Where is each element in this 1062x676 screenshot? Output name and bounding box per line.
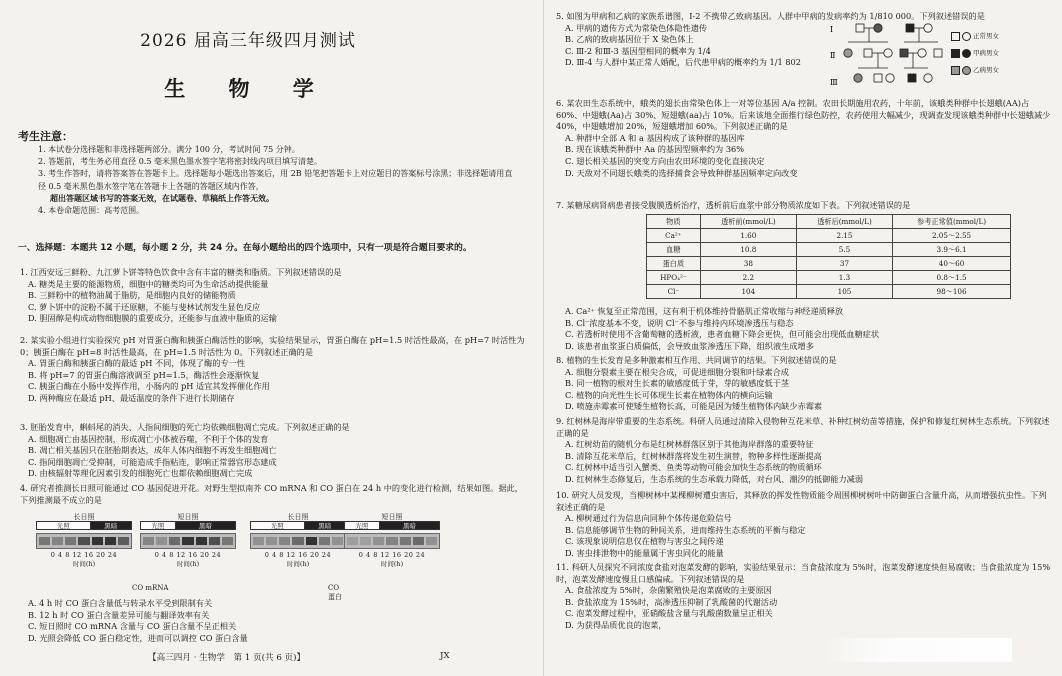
band [292,537,303,545]
band [78,537,89,545]
generation-label: Ⅲ [830,78,838,87]
dialysis-table [646,214,1011,299]
band [306,537,317,545]
question-10 [556,490,1052,560]
band [196,537,207,545]
option-b: B. 食盐浓度为 15%时，高渗透压抑制了乳酸菌的代谢活动 [565,596,778,607]
option-a: A. 种群中全部 A 和 a 基因构成了该种群的基因库 [565,132,745,143]
band [92,537,103,545]
light-label: 光照 [141,522,176,529]
band [266,537,277,545]
pedigree-female-affected [854,74,862,82]
option-b: B. 同一植物的根对生长素的敏感度低于芽，芽的敏感度低于茎 [565,378,790,389]
legend-label: 乙病男女 [973,66,999,74]
square-filled-icon [951,49,960,58]
left-column [8,0,533,676]
table-cell: HPO₄²⁻ [647,271,701,285]
table-cell: 105 [796,285,892,299]
table-row [647,285,1011,299]
time-ticks: 0 4 8 12 16 20 24 [50,551,118,559]
circle-shaded-icon [962,66,971,75]
question-stem: 10. 研究人员发现，当柳树林中某棵柳树遭虫害后，其释放的挥发性物质能令周围柳树树叶中防御蛋白含量升高，从而增强抗虫性。下列叙述正确的是 [556,490,1047,512]
question-3 [20,422,530,480]
table-row [647,271,1011,285]
legend-normal [951,28,999,45]
band [209,537,220,545]
question-11 [556,562,1052,632]
option-c: C. 泡菜发酵过程中，亚硝酸盐含量与乳酸菌数量呈正相关 [565,608,773,619]
gel-group-protein-short [344,512,440,568]
pedigree-male [856,24,864,32]
option-c: C. 胰蛋白酶在小肠中发挥作用，小肠内的 pH 适宜其发挥催化作用 [28,381,270,392]
light-label: 光照 [37,522,91,529]
option-a: A. 柳树通过行为信息向同种个体传递危险信号 [565,513,732,524]
table-cell: 98～106 [893,285,1011,299]
circle-icon [962,32,971,41]
band [279,537,290,545]
option-c: C. Ⅲ-2 和Ⅲ-3 基因型相同的概率为 1/4 [565,45,711,56]
question-7-options [556,306,1052,352]
question-stem: 6. 某农田生态系统中，蛾类的翅长由常染色体上一对等位基因 A/a 控制。农田长期施用农药，十年前，该蛾类种群中长翅蛾(AA)占 60%、中翅蛾(Aa)占 30%、短翅蛾(aa)占 10%。后来该地全面推行绿色防控，农药使用大幅减少，现调查发现该蛾类种群中长翅蛾减少 40%，中翅蛾增加 20%，短翅蛾增加 60%。下列叙述正确的是 [556,98,1051,132]
photoperiod-label: 长日照 [73,513,95,521]
pedigree-male [874,74,882,82]
band [347,537,358,545]
gel-strip [140,533,236,549]
question-4-options [20,598,530,644]
option-d: D. 天敌对不同翅长蛾类的选择捕食会导致种群基因频率定向改变 [565,167,798,178]
option-d: D. 该患者血浆蛋白质偏低，会导致血浆渗透压下降，组织液生成增多 [565,340,814,351]
footer-code: JX [440,651,450,661]
option-a: A. 胃蛋白酶和胰蛋白酶的最适 pH 不同，体现了酶的专一性 [28,358,246,369]
question-stem: 5. 如图为甲病和乙病的家族系谱图，Ⅰ-2 不携带乙致病基因。人群中甲病的发病率约为 1/810 000。下列叙述错误的是 [556,11,985,21]
pedigree-male [934,49,942,57]
option-d: D. 红树林生态修复后，生态系统的生态承载力降低，对台风、潮汐的抵御能力减弱 [565,473,864,484]
pedigree-female-affected [874,24,882,32]
option-c: C. 若透析时使用不含葡萄糖的透析液，患者血糖下降会更快，但可能会出现低血糖症状 [565,329,880,340]
option-b: B. 乙病的致病基因位于 X 染色体上 [565,34,694,45]
table-cell: 2.05～2.55 [893,229,1011,243]
gel-strip [344,533,440,549]
photoperiod-label: 短日照 [177,513,199,521]
time-axis-label: 时间(h) [380,560,404,568]
band [253,537,264,545]
option-b: B. 三鲜粉中的植物油属于脂肪，是细胞内良好的储能物质 [28,290,236,301]
pedigree-female [886,74,894,82]
band [332,537,343,545]
column-divider [543,0,544,676]
option-d: D. 光照会降低 CO 蛋白稳定性，进而可以调控 CO 蛋白含量 [28,632,248,643]
table-header: 参考正常值(mmol/L) [893,215,1011,229]
light-label: 光照 [345,522,380,529]
gel-group-mrna-long [36,512,132,568]
notice-heading: 考生注意： [18,130,73,143]
gel-strip [250,533,346,549]
photoperiod-label: 短日照 [381,513,403,521]
time-ticks: 0 4 8 12 16 20 24 [264,551,332,559]
table-cell: 5.5 [796,243,892,257]
question-stem: 11. 科研人员探究不同浓度食盐对泡菜发酵的影响，实验结果显示：当食盐浓度为 5%时，泡菜发酵速度快但易腐败；当食盐浓度为 15%时，泡菜发酵速度慢且口感偏咸。下列叙述错误的是 [556,562,1051,584]
table-header-row [647,215,1011,229]
band [222,537,233,545]
option-a: A. 甲病的遗传方式为常染色体隐性遗传 [565,22,708,33]
pedigree-chart [828,12,1048,98]
table-header: 透析后(mmol/L) [796,215,892,229]
gel-group-mrna-short [140,512,236,568]
pedigree-male-affected [908,74,916,82]
time-ticks: 0 4 8 12 16 20 24 [154,551,222,559]
band [182,537,193,545]
square-icon [951,32,960,41]
option-a: A. 糖类是主要的能源物质，细胞中的糖类均可为生命活动提供能量 [28,278,269,289]
option-c: C. 红树林中适当引入蟹类、鱼类等动物可能会加快生态系统的物质循环 [565,462,822,473]
exam-title: 2026 届高三年级四月测试 [140,31,356,51]
notice-item-bold: 超出答题区域书写的答案无效，在试题卷、草稿纸上作答无效。 [50,193,274,203]
pedigree-female [924,74,932,82]
band [65,537,76,545]
light-dark-bar [250,521,346,530]
option-a: A. 细胞分裂素主要在根尖合成，可促进细胞分裂和叶绿素合成 [565,366,789,377]
pedigree-male [864,49,872,57]
table-cell: 0.8～1.5 [893,271,1011,285]
pedigree-female [844,49,852,57]
right-column [556,0,1056,676]
question-stem: 9. 红树林是海岸带重要的生态系统。科研人员通过清除入侵物种互花米草、补种红树幼苗等措施，保护和修复红树林生态系统。下列叙述正确的是 [556,416,1050,438]
option-c: C. 指间细胞凋亡受抑制，可能造成手指粘连，影响正常器官形态建成 [28,456,277,467]
band [413,537,424,545]
watermark-overlay [822,638,1012,662]
option-d: D. 由核辐射等理化因素引发的细胞死亡也都依赖细胞凋亡完成 [28,468,253,479]
table-cell: 1.60 [700,229,796,243]
band [52,537,63,545]
option-b: B. 将 pH=7 的胃蛋白酶溶液调至 pH=1.5，酶活性会逐渐恢复 [28,369,260,380]
question-stem: 8. 植物的生长发育是多种激素相互作用、共同调节的结果。下列叙述错误的是 [556,355,837,365]
band [400,537,411,545]
table-cell: 蛋白质 [647,257,701,271]
band [373,537,384,545]
dark-label: 黑暗 [176,522,235,529]
table-cell: 10.8 [700,243,796,257]
gel-strip [36,533,132,549]
option-a: A. Ca²⁺ 恢复至正常范围，这有利于机体维持骨骼肌正常收缩与神经递质释放 [565,306,844,316]
option-c: C. 翅长相关基因的突变方向由农田环境的变化直接决定 [565,155,765,166]
pedigree-male-affected [906,24,914,32]
option-a: A. 红树幼苗的随机分布是红树林群落区别于其他海岸群落的重要特征 [565,439,814,450]
table-header: 物质 [647,215,701,229]
notice-list [38,144,513,217]
table-header: 透析前(mmol/L) [700,215,796,229]
table-cell: 104 [700,285,796,299]
question-6 [556,98,1052,179]
generation-label: Ⅰ [830,25,834,34]
option-b: B. 12 h 时 CO 蛋白含量差异可能与翻译效率有关 [28,609,210,620]
table-cell: 1.3 [796,271,892,285]
table-cell: 40～60 [893,257,1011,271]
option-a: A. 4 h 时 CO 蛋白含量低与转录水平受到限制有关 [28,598,213,608]
option-b: B. 清除互花米草后，红树林群落将发生初生演替，物种多样性逐渐提高 [565,450,822,461]
table-cell: Ca²⁺ [647,229,701,243]
option-b: B. Cl⁻浓度基本不变，说明 Cl⁻不参与维持内环境渗透压与稳态 [565,317,794,328]
pedigree-female [924,24,932,32]
option-c: C. 该现象说明信息仅在植物与害虫之间传递 [565,536,724,547]
table-cell: 37 [796,257,892,271]
option-d: D. 害虫排泄物中的能量属于害虫同化的能量 [565,547,724,558]
photoperiod-label: 长日照 [287,513,309,521]
question-stem: 2. 某实验小组进行实验探究 pH 对胃蛋白酶和胰蛋白酶活性的影响，实验结果显示，胃蛋白酶在 pH=1.5 时活性最高，在 pH=7 时活性为 0；胰蛋白酶在 pH=8 时活性最高，在 pH=1.5 时活性为 0。下列叙述正确的是 [20,335,525,357]
table-row [647,257,1011,271]
pedigree-female [884,49,892,57]
option-b: B. 信息能够调节生物的种间关系，进而维持生态系统的平衡与稳定 [565,524,806,535]
time-ticks: 0 4 8 12 16 20 24 [358,551,426,559]
light-dark-bar [36,521,132,530]
question-5 [556,11,985,69]
question-stem: 1. 江西安远三鲜粉、九江萝卜饼等特色饮食中含有丰富的糖类和脂质。下列叙述错误的是 [20,267,342,277]
legend-label: 正常男女 [973,32,999,40]
legend-disease-b [951,62,999,79]
legend-label: 甲病男女 [973,49,999,57]
gel-figure [36,512,346,610]
generation-label: Ⅱ [830,51,836,60]
notice-item: 4. 本卷命题范围：高考范围。 [38,206,145,216]
dark-label: 黑暗 [380,522,439,529]
band [156,537,167,545]
time-axis-label: 时间(h) [176,560,200,568]
time-axis-label: 时间(h) [286,560,310,568]
table-cell: 2.15 [796,229,892,243]
pedigree-legend [951,28,999,79]
pedigree-male-affected [900,49,908,57]
question-7 [556,200,1052,212]
band [360,537,371,545]
section-heading: 一、选择题：本题共 12 小题，每小题 2 分，共 24 分。在每小题给出的四个选项中，只有一项是符合题目要求的。 [18,243,472,253]
option-d: D. 两种酶应在最适 pH、最适温度的条件下进行长期储存 [28,392,235,403]
option-c: C. 萝卜饼中的淀粉不属于还原糖，不能与斐林试剂发生显色反应 [28,301,261,312]
light-dark-bar [140,521,236,530]
table-row [647,229,1011,243]
option-c: C. 植物的向光性生长可体现生长素在植物体内的横向运输 [565,389,773,400]
notice-item: 1. 本试卷分选择题和非选择题两部分。满分 100 分，考试时间 75 分钟。 [38,145,300,154]
question-stem: 3. 胚胎发育中，蝌蚪尾的消失、人指间细胞的死亡均依赖细胞凋亡完成。下列叙述正确的是 [20,422,350,432]
option-d: D. 胆固醇是构成动物细胞膜的重要成分，还能参与血液中脂质的运输 [28,313,277,324]
subject-title: 生 物 学 [164,76,332,101]
legend-disease-a [951,45,999,62]
table-cell: 血糖 [647,243,701,257]
question-1 [20,267,530,325]
band [386,537,397,545]
band [118,537,129,545]
light-label: 光照 [251,522,305,529]
option-d: D. Ⅲ-4 与人群中某正常人婚配，后代患甲病的概率约为 1/1 802 [565,57,801,68]
option-b: B. 现在该蛾类种群中 Aa 的基因型频率约为 36% [565,144,745,155]
caption-protein: CO 蛋白 [328,584,342,601]
time-axis-label: 时间(h) [72,560,96,568]
table-cell: 38 [700,257,796,271]
square-shaded-icon [951,66,960,75]
footer-page-info: 【高三四月 · 生物学 第 1 页(共 6 页)】 [148,653,306,663]
option-a: A. 细胞凋亡由基因控制，形成凋亡小体被吞噬，不利于个体的发育 [28,433,269,444]
dark-label: 黑暗 [91,522,131,529]
question-9 [556,416,1052,486]
option-d: D. 为获得品质优良的泡菜， [565,619,667,630]
pedigree-female [918,49,926,57]
band [319,537,330,545]
table-cell: Cl⁻ [647,285,701,299]
question-stem: 7. 某糖尿病肾病患者接受腹膜透析治疗，透析前后血浆中部分物质浓度如下表。下列叙述错误的是 [556,200,911,210]
notice-item: 3. 考生作答时，请将答案答在答题卡上。选择题每小题选出答案后，用 2B 铅笔把答题卡上对应题目的答案标号涂黑；非选择题请用直径 0.5 毫米黑色墨水签字笔在答题卡上各题的答题区域内作答， [38,169,513,191]
band [143,537,154,545]
table-cell: 3.9～6.1 [893,243,1011,257]
question-4 [20,483,530,506]
table-row [647,243,1011,257]
band [39,537,50,545]
option-b: B. 凋亡相关基因只在胚胎期表达，成年人体内细胞不再发生细胞凋亡 [28,445,277,456]
question-2 [20,335,530,405]
question-stem: 4. 研究者推测长日照可能通过 CO 基因促进开花。对野生型拟南芥 CO mRNA 和 CO 蛋白在 24 h 中的变化进行检测，结果如图。据此，下列推测最不成立的是 [20,483,523,505]
caption-mrna: CO mRNA [132,584,169,592]
question-8 [556,355,1052,413]
option-a: A. 食盐浓度为 5%时，杂菌繁殖快是泡菜腐败的主要原因 [565,585,772,596]
band [426,537,437,545]
light-dark-bar [344,521,440,530]
notice-item: 2. 答题前，考生务必用直径 0.5 毫米黑色墨水签字笔将密封线内项目填写清楚。 [38,157,322,167]
option-c: C. 短日照时 CO mRNA 含量与 CO 蛋白含量不呈正相关 [28,621,237,632]
gel-group-protein-long [250,512,346,568]
dark-label: 黑暗 [305,522,345,529]
band [169,537,180,545]
table-cell: 2.2 [700,271,796,285]
band [105,537,116,545]
option-d: D. 喷施赤霉素可使矮生植物长高，可能是因为矮生植物体内缺少赤霉素 [565,401,823,412]
circle-filled-icon [962,49,971,58]
